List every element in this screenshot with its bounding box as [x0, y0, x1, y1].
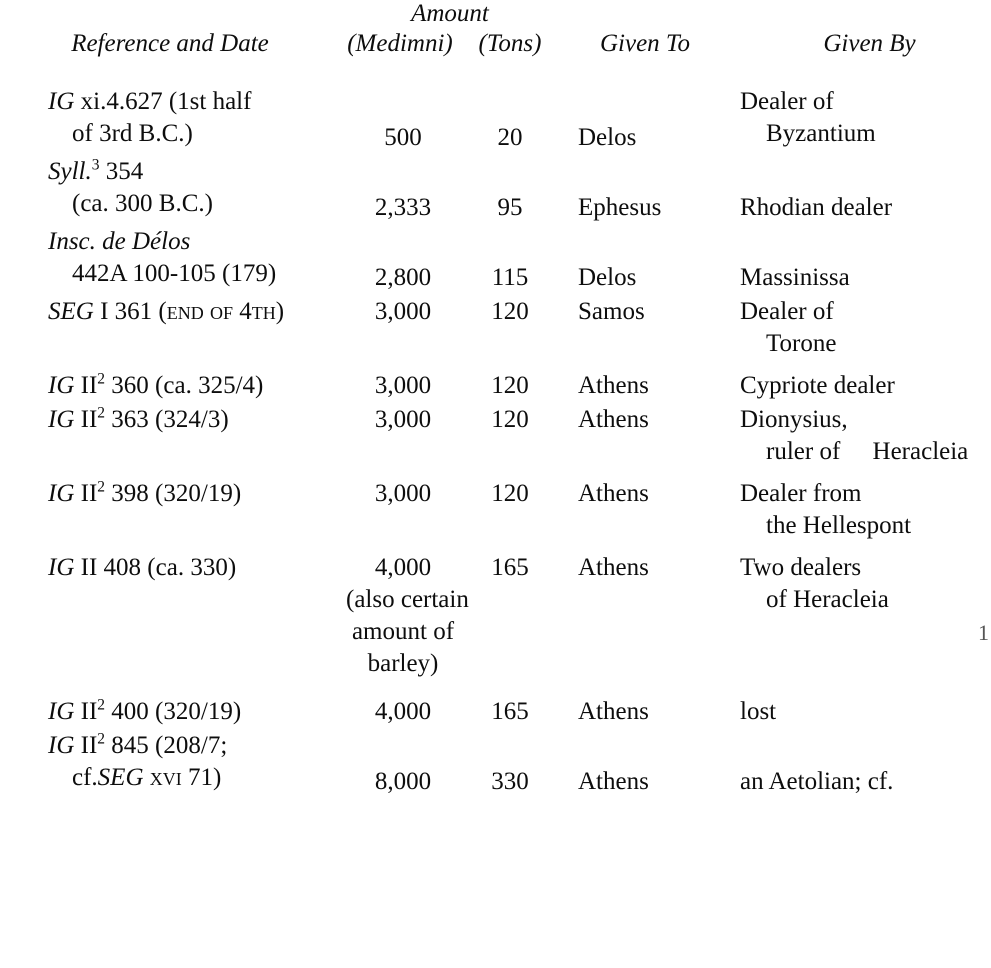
- cell-given-by: [730, 226, 991, 296]
- cell-given-by: [730, 696, 991, 730]
- given-by-line: Dealer of: [740, 88, 834, 115]
- tons-value: 20: [497, 124, 523, 151]
- table-row: [0, 404, 991, 470]
- given-to-value: Samos: [578, 298, 645, 325]
- medimni-note-line: (also certain: [346, 586, 469, 613]
- ref-italic: IG: [48, 554, 75, 581]
- cell-tons: [460, 86, 560, 156]
- given-by-line: Dionysius,: [740, 406, 848, 433]
- medimni-value: 2,333: [374, 194, 432, 221]
- ref-series: II: [80, 554, 98, 581]
- given-by-line: Dealer from: [740, 480, 862, 507]
- cell-given-to: [560, 296, 730, 362]
- ref-superscript: 2: [97, 696, 106, 714]
- given-by-line: Rhodian dealer: [740, 194, 893, 221]
- header-labels-row: [0, 30, 991, 72]
- ref-superscript: 2: [97, 478, 106, 496]
- cell-reference: [0, 156, 340, 226]
- given-by-line: of Heracleia: [766, 586, 889, 613]
- ref-series: II: [80, 406, 98, 433]
- cell-tons: [460, 404, 560, 470]
- cell-tons: [460, 552, 560, 682]
- cell-given-by: [730, 156, 991, 226]
- tons-value: 95: [497, 194, 523, 221]
- medimni-value: 3,000: [374, 480, 432, 507]
- table-row: [0, 730, 991, 800]
- table-body: [0, 72, 991, 800]
- cell-reference: [0, 86, 340, 156]
- tons-value: 120: [491, 372, 529, 399]
- cell-given-by: [730, 478, 991, 544]
- cell-reference: [0, 296, 340, 362]
- header-tons: (Tons): [478, 30, 542, 57]
- medimni-value: 4,000: [374, 698, 432, 725]
- ref-series: II: [80, 698, 98, 725]
- cell-medimni: [340, 478, 460, 544]
- cell-medimni: [340, 404, 460, 470]
- header-given-to: Given To: [599, 30, 691, 57]
- given-by-line: Two dealers: [740, 554, 862, 581]
- ref-line2: 442A 100-105 (179): [72, 260, 277, 287]
- ref-italic: IG: [48, 88, 75, 115]
- row-spacer: [0, 544, 991, 552]
- table-row: [0, 226, 991, 296]
- ref-italic: IG: [48, 698, 75, 725]
- given-by-line: Torone: [766, 330, 837, 357]
- cell-reference: [0, 478, 340, 544]
- cell-given-to: [560, 478, 730, 544]
- ref-line2: (ca. 300 B.C.): [72, 190, 213, 217]
- cell-medimni: [340, 86, 460, 156]
- row-spacer: [0, 72, 991, 86]
- cell-given-to: [560, 156, 730, 226]
- cell-given-by: [730, 730, 991, 800]
- tons-value: 330: [491, 768, 529, 795]
- given-by-line: lost: [740, 698, 777, 725]
- given-to-value: Athens: [578, 768, 649, 795]
- cell-medimni: [340, 156, 460, 226]
- given-to-value: Athens: [578, 554, 649, 581]
- given-to-value: Delos: [578, 264, 637, 291]
- cell-tons: [460, 478, 560, 544]
- ref-series: II: [80, 372, 98, 399]
- table-row: [0, 552, 991, 682]
- cell-tons: [460, 226, 560, 296]
- cell-reference: [0, 552, 340, 682]
- cell-medimni: [340, 370, 460, 404]
- ref-italic: Syll.: [48, 158, 92, 185]
- cell-reference: [0, 226, 340, 296]
- cell-given-to: [560, 404, 730, 470]
- cell-given-by: [730, 552, 991, 682]
- ref-italic: SEG: [48, 298, 94, 325]
- ref-superscript: 2: [97, 730, 106, 748]
- cell-given-by: [730, 86, 991, 156]
- table-row: [0, 478, 991, 544]
- table-row: [0, 296, 991, 362]
- medimni-value: 500: [384, 124, 422, 151]
- ref-line2-italic: SEG: [97, 764, 144, 791]
- cell-reference: [0, 730, 340, 800]
- cell-tons: [460, 696, 560, 730]
- ref-superscript: 2: [97, 370, 106, 388]
- ref-italic: Insc. de Délos: [48, 228, 191, 255]
- tons-value: 120: [491, 480, 529, 507]
- given-by-line: Cypriote dealer: [740, 372, 895, 399]
- cell-reference: [0, 370, 340, 404]
- cell-given-by: [730, 404, 991, 470]
- header-medimni: (Medimni): [347, 30, 453, 57]
- table-row: [0, 156, 991, 226]
- medimni-value: 3,000: [374, 406, 432, 433]
- cell-tons: [460, 156, 560, 226]
- header-spacer-3: [730, 0, 991, 30]
- cell-medimni: [340, 296, 460, 362]
- ref-rest: 845 (208/7;: [111, 732, 228, 759]
- cell-given-to: [560, 552, 730, 682]
- ref-italic: IG: [48, 406, 75, 433]
- ref-rest: 354: [105, 158, 144, 185]
- tons-value: 165: [491, 698, 529, 725]
- medimni-value: 3,000: [374, 372, 432, 399]
- table-row: [0, 370, 991, 404]
- ref-italic: IG: [48, 732, 75, 759]
- medimni-value: 8,000: [374, 768, 432, 795]
- given-by-line: the Hellespont: [766, 512, 912, 539]
- cell-tons: [460, 730, 560, 800]
- cell-given-to: [560, 730, 730, 800]
- cell-given-by: [730, 296, 991, 362]
- cell-reference: [0, 404, 340, 470]
- tons-value: 120: [491, 298, 529, 325]
- ref-rest: 408 (ca. 330): [103, 554, 237, 581]
- ref-line2: of 3rd B.C.): [72, 120, 193, 147]
- ref-rest: I 361 (end of 4th): [100, 298, 285, 325]
- ref-rest: xi.4.627 (1st half: [80, 88, 252, 115]
- ref-rest: 400 (320/19): [111, 698, 242, 725]
- cell-given-by: [730, 370, 991, 404]
- given-to-value: Athens: [578, 480, 649, 507]
- ref-italic: IG: [48, 372, 75, 399]
- row-spacer: [0, 362, 991, 370]
- medimni-value: 4,000: [374, 554, 432, 581]
- row-spacer: [0, 682, 991, 696]
- table-header: [0, 0, 991, 72]
- given-by-line: ruler of: [766, 438, 841, 465]
- ref-series: II: [80, 480, 98, 507]
- header-reference-and-date: Reference and Date: [71, 30, 269, 57]
- given-by-line: Heracleia: [872, 438, 969, 465]
- table-row: [0, 696, 991, 730]
- table-row: [0, 86, 991, 156]
- header-amount-row: [0, 0, 991, 30]
- cell-tons: [460, 370, 560, 404]
- medimni-value: 3,000: [374, 298, 432, 325]
- ref-line2-pre: cf.: [72, 764, 98, 791]
- cell-medimni: [340, 226, 460, 296]
- row-spacer: [0, 470, 991, 478]
- given-by-line: an Aetolian; cf.: [740, 768, 894, 795]
- given-to-value: Athens: [578, 406, 649, 433]
- ref-line2-rest: xvi 71): [149, 764, 222, 791]
- given-to-value: Delos: [578, 124, 637, 151]
- medimni-note-line: barley): [367, 650, 439, 677]
- cell-given-to: [560, 226, 730, 296]
- cell-given-to: [560, 370, 730, 404]
- ref-rest: 363 (324/3): [111, 406, 229, 433]
- given-by-line: Massinissa: [740, 264, 850, 291]
- cell-given-to: [560, 86, 730, 156]
- medimni-note-line: amount of: [351, 618, 455, 645]
- cell-medimni: [340, 696, 460, 730]
- header-amount: Amount: [411, 0, 489, 27]
- cell-medimni: [340, 730, 460, 800]
- tons-value: 165: [491, 554, 529, 581]
- tons-value: 120: [491, 406, 529, 433]
- ref-rest: 360 (ca. 325/4): [111, 372, 264, 399]
- ref-superscript: 2: [97, 404, 106, 422]
- ref-rest: 398 (320/19): [111, 480, 242, 507]
- cell-reference: [0, 696, 340, 730]
- tons-value: 115: [491, 264, 529, 291]
- given-to-value: Ephesus: [578, 194, 662, 221]
- header-spacer: [0, 0, 340, 30]
- ref-superscript: 3: [91, 156, 100, 174]
- ref-series: II: [80, 732, 98, 759]
- ref-italic: IG: [48, 480, 75, 507]
- given-by-line: Dealer of: [740, 298, 834, 325]
- footnote-marker: 1: [978, 620, 989, 645]
- header-spacer-2: [560, 0, 730, 30]
- given-to-value: Athens: [578, 372, 649, 399]
- cell-tons: [460, 296, 560, 362]
- cell-given-to: [560, 696, 730, 730]
- given-to-value: Athens: [578, 698, 649, 725]
- header-given-by: Given By: [823, 30, 916, 57]
- given-by-line: Byzantium: [766, 120, 876, 147]
- medimni-value: 2,800: [374, 264, 432, 291]
- cell-medimni: [340, 552, 469, 682]
